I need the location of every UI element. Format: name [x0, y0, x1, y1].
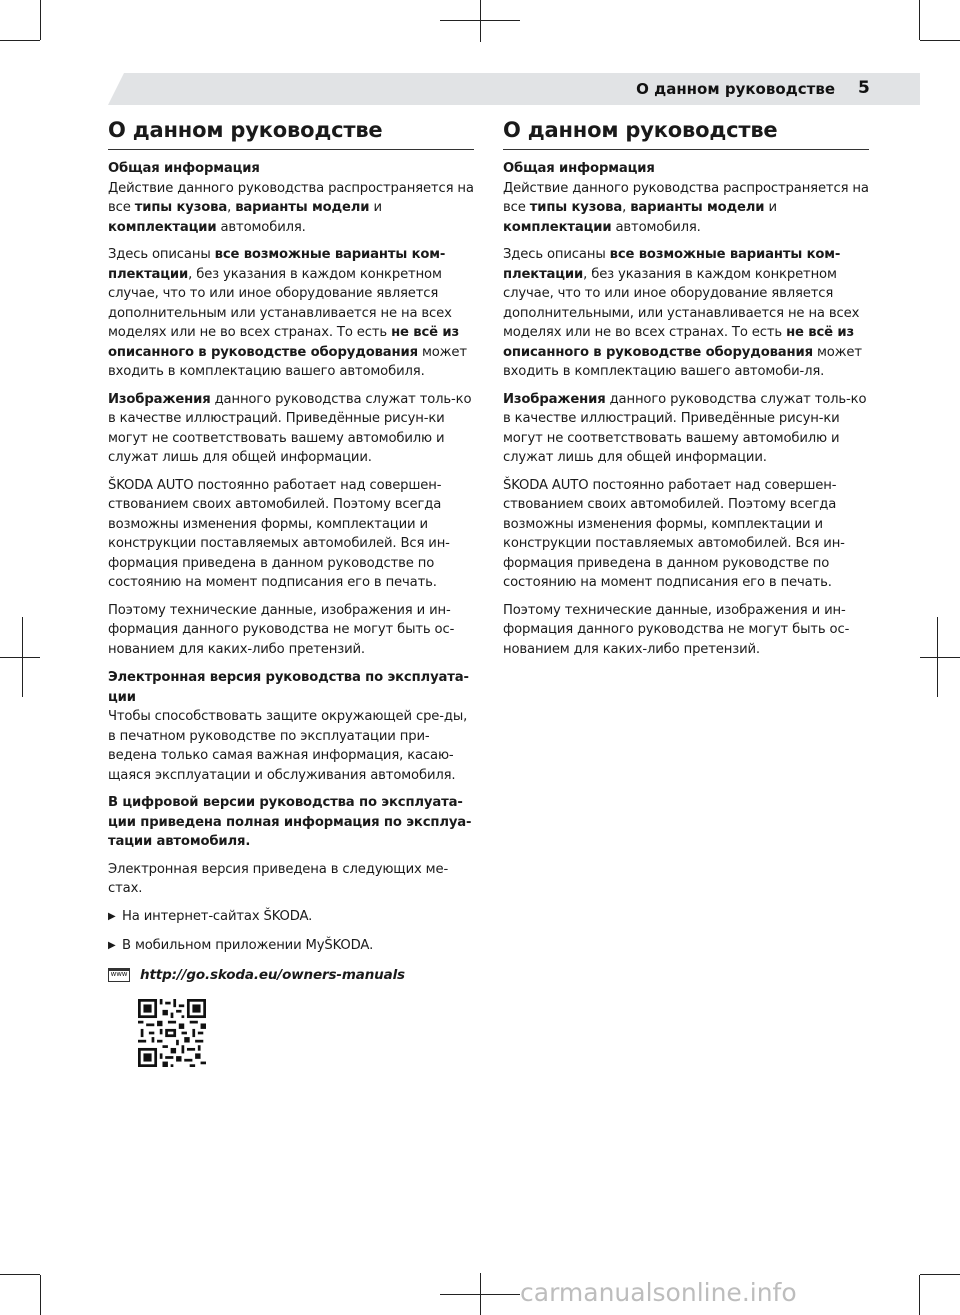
paragraph-general: Общая информация Действие данного руководства распространяется на все типы кузова, варианты модели и комплектации автомобиля. [108, 161, 474, 235]
section-heading: О данном руководстве [503, 118, 869, 150]
list-item: ▶ В мобильном приложении MyŠKODA. [108, 936, 474, 956]
list-item: ▶ На интернет-сайтах ŠKODA. [108, 907, 474, 927]
paragraph-skoda: ŠKODA AUTO постоянно работает над совершен-ствованием своих автомобилей. Поэтому всегда возможны изменения формы, комплектации и конструкции поставляемых автомобилей. Вся ин-формация приведена в данном руководстве по состоянию на момент подписания его в печать. [108, 477, 450, 590]
manual-link[interactable]: http://go.skoda.eu/owners-manuals [140, 966, 405, 983]
paragraph-equipment: Здесь описаны все возможные варианты ком-плектации, без указания в каждом конкретном случае, что то или иное оборудование является дополнительными, или устанавливается не на всех моделях или не во всех странах. То есть не всё из описанного в руководстве оборудования может входить в комплектацию вашего автомоби-ля. [503, 247, 862, 379]
paragraph-general: Общая информация Действие данного руководства распространяется на все типы кузова, варианты модели и комплектации автомобиля. [503, 161, 869, 235]
section-heading: О данном руководстве [108, 118, 474, 150]
paragraph-technical: Поэтому технические данные, изображения и ин-формация данного руководства не могут быть ос-нованием для каких-либо претензий. [108, 602, 455, 657]
running-header-title: О данном руководстве [636, 80, 835, 98]
paragraph-skoda: ŠKODA AUTO постоянно работает над совершен-ствованием своих автомобилей. Поэтому всегда возможны изменения формы, комплектации и конструкции поставляемых автомобилей. Вся ин-формация приведена в данном руководстве по состоянию на момент подписания его в печать. [503, 477, 845, 590]
qr-code-icon [138, 999, 206, 1067]
triangle-bullet-icon: ▶ [108, 940, 116, 951]
left-column [108, 118, 474, 1074]
right-column [503, 118, 869, 667]
subheading-general: Общая информация [503, 161, 655, 176]
paragraph-images: Изображения данного руководства служат толь-ко в качестве иллюстраций. Приведённые рисун-ки могут не соответствовать вашему автомобилю и служат лишь для общей информации. [108, 391, 472, 465]
paragraph-electronic: Электронная версия руководства по эксплуата-ции Чтобы способствовать защите окружающей сре-ды, в печатном руководстве по эксплуатации при-ведена только самая важная информация, касаю-щаяся эксплуатации и обслуживания автомобиля. [108, 668, 474, 785]
watermark: carmanualsonline.info [520, 1278, 797, 1307]
manual-link-row[interactable] [108, 966, 474, 986]
paragraph-images: Изображения данного руководства служат толь-ко в качестве иллюстраций. Приведённые рисун-ки могут не соответствовать вашему автомобилю и служат лишь для общей информации. [503, 391, 867, 465]
triangle-bullet-icon: ▶ [108, 910, 116, 922]
paragraph-locations: Электронная версия приведена в следующих ме-стах. [108, 861, 449, 896]
subheading-general: Общая информация [108, 161, 260, 176]
www-icon: www [108, 968, 130, 982]
paragraph-digital-bold: В цифровой версии руководства по эксплуата-ции приведена полная информация по эксплуа-тации автомобиля. [108, 795, 472, 849]
paragraph-equipment: Здесь описаны все возможные варианты ком-плектации, без указания в каждом конкретном случае, что то или иное оборудование является дополнительным или устанавливается не на всех моделях или не во всех странах. То есть не всё из описанного в руководстве оборудования может входить в комплектацию вашего автомобиля. [108, 247, 467, 379]
subheading-electronic: Электронная версия руководства по эксплуата-ции [108, 670, 469, 705]
page-number: 5 [858, 78, 870, 98]
paragraph-technical: Поэтому технические данные, изображения и ин-формация данного руководства не могут быть ос-нованием для каких-либо претензий. [503, 602, 850, 657]
